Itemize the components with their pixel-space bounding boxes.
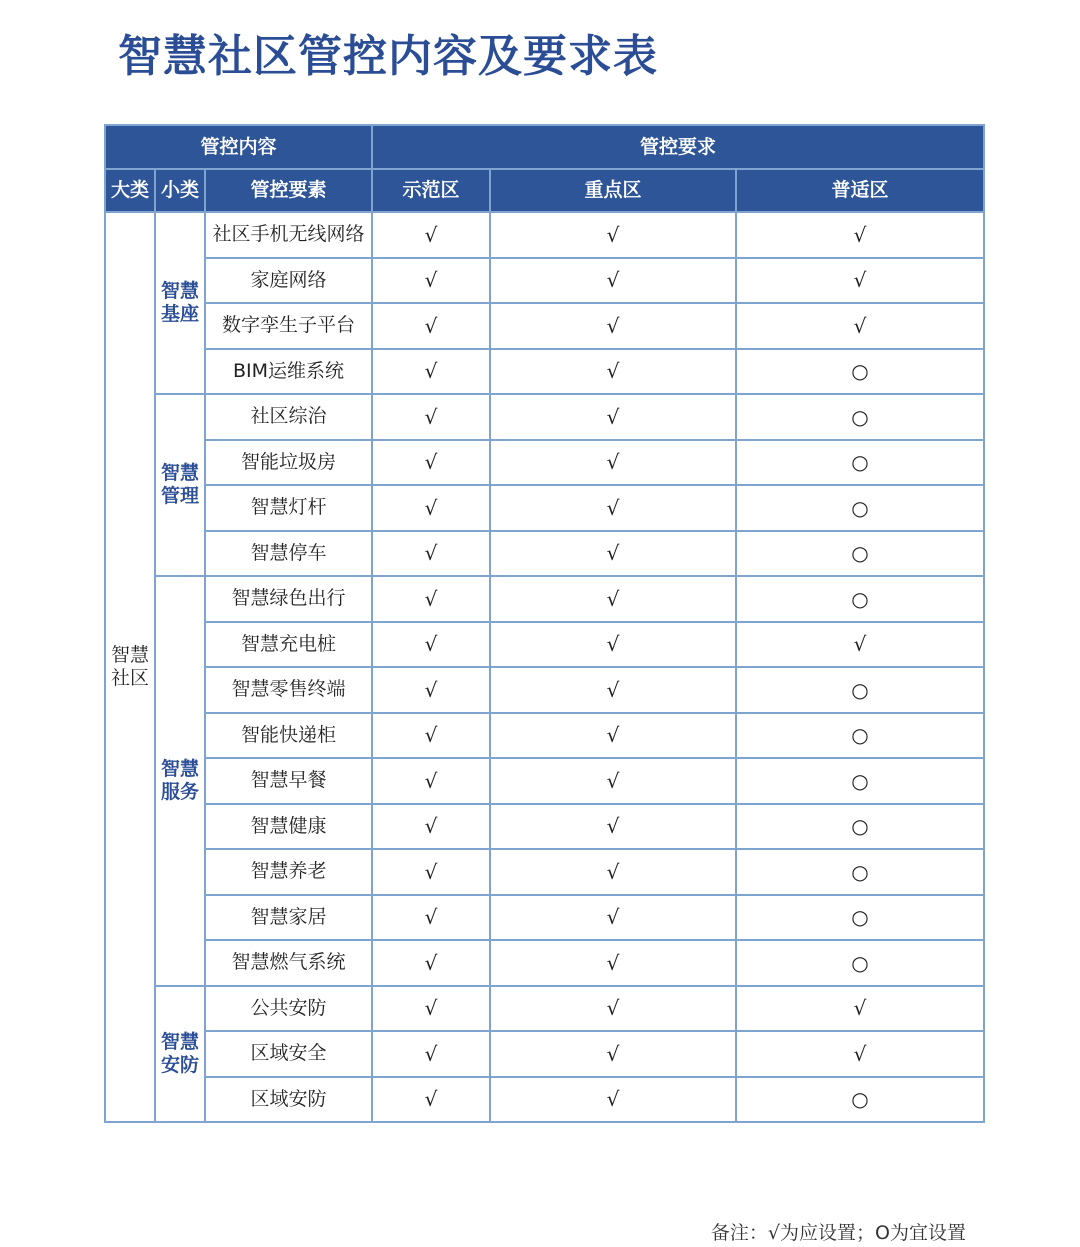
- key-zone-cell: √: [490, 212, 736, 258]
- table-row: [105, 349, 984, 395]
- key-zone-cell: √: [490, 622, 736, 668]
- table-row: [105, 258, 984, 304]
- element-cell: 家庭网络: [205, 258, 372, 304]
- major-category-cell: 智慧 社区: [105, 212, 155, 1122]
- element-cell: 智慧灯杆: [205, 485, 372, 531]
- element-cell: 智慧家居: [205, 895, 372, 941]
- demo-zone-cell: √: [372, 622, 490, 668]
- demo-zone-cell: √: [372, 713, 490, 759]
- key-zone-cell: √: [490, 849, 736, 895]
- general-zone-cell: ○: [736, 576, 984, 622]
- key-zone-cell: √: [490, 576, 736, 622]
- element-cell: 社区综治: [205, 394, 372, 440]
- header-minor: 小类: [155, 169, 205, 212]
- general-zone-cell: ○: [736, 895, 984, 941]
- demo-zone-cell: √: [372, 576, 490, 622]
- key-zone-cell: √: [490, 986, 736, 1032]
- general-zone-cell: ○: [736, 485, 984, 531]
- demo-zone-cell: √: [372, 804, 490, 850]
- demo-zone-cell: √: [372, 258, 490, 304]
- demo-zone-cell: √: [372, 849, 490, 895]
- demo-zone-cell: √: [372, 303, 490, 349]
- control-requirements-table: [104, 124, 985, 1123]
- table-row: [105, 667, 984, 713]
- key-zone-cell: √: [490, 804, 736, 850]
- general-zone-cell: ○: [736, 531, 984, 577]
- general-zone-cell: ○: [736, 849, 984, 895]
- general-zone-cell: ○: [736, 713, 984, 759]
- element-cell: 智慧充电桩: [205, 622, 372, 668]
- key-zone-cell: √: [490, 303, 736, 349]
- page-title: 智慧社区管控内容及要求表: [118, 31, 658, 82]
- table-row: [105, 940, 984, 986]
- header-demo-zone: 示范区: [372, 169, 490, 212]
- table-row: [105, 531, 984, 577]
- header-key-zone: 重点区: [490, 169, 736, 212]
- element-cell: 区域安防: [205, 1077, 372, 1123]
- table-row: [105, 758, 984, 804]
- demo-zone-cell: √: [372, 758, 490, 804]
- key-zone-cell: √: [490, 394, 736, 440]
- element-cell: 智慧燃气系统: [205, 940, 372, 986]
- minor-category-cell: 智慧 基座: [155, 212, 205, 394]
- key-zone-cell: √: [490, 667, 736, 713]
- element-cell: 社区手机无线网络: [205, 212, 372, 258]
- general-zone-cell: ○: [736, 394, 984, 440]
- general-zone-cell: √: [736, 1031, 984, 1077]
- header-group-requirements: 管控要求: [372, 125, 984, 169]
- element-cell: 智慧健康: [205, 804, 372, 850]
- key-zone-cell: √: [490, 758, 736, 804]
- table-row: [105, 1077, 984, 1123]
- key-zone-cell: √: [490, 531, 736, 577]
- demo-zone-cell: √: [372, 349, 490, 395]
- element-cell: 智慧停车: [205, 531, 372, 577]
- general-zone-cell: √: [736, 303, 984, 349]
- general-zone-cell: ○: [736, 940, 984, 986]
- demo-zone-cell: √: [372, 394, 490, 440]
- table-row: [105, 622, 984, 668]
- element-cell: 智能快递柜: [205, 713, 372, 759]
- demo-zone-cell: √: [372, 940, 490, 986]
- table-row: [105, 849, 984, 895]
- table-row: [105, 212, 984, 258]
- element-cell: 区域安全: [205, 1031, 372, 1077]
- demo-zone-cell: √: [372, 485, 490, 531]
- key-zone-cell: √: [490, 1031, 736, 1077]
- key-zone-cell: √: [490, 440, 736, 486]
- key-zone-cell: √: [490, 1077, 736, 1123]
- general-zone-cell: √: [736, 986, 984, 1032]
- key-zone-cell: √: [490, 485, 736, 531]
- table-row: [105, 804, 984, 850]
- general-zone-cell: ○: [736, 440, 984, 486]
- demo-zone-cell: √: [372, 440, 490, 486]
- general-zone-cell: ○: [736, 804, 984, 850]
- table-row: [105, 440, 984, 486]
- general-zone-cell: √: [736, 622, 984, 668]
- key-zone-cell: √: [490, 713, 736, 759]
- demo-zone-cell: √: [372, 1031, 490, 1077]
- general-zone-cell: √: [736, 212, 984, 258]
- demo-zone-cell: √: [372, 986, 490, 1032]
- minor-category-cell: 智慧 管理: [155, 394, 205, 576]
- key-zone-cell: √: [490, 895, 736, 941]
- demo-zone-cell: √: [372, 667, 490, 713]
- header-major: 大类: [105, 169, 155, 212]
- key-zone-cell: √: [490, 258, 736, 304]
- general-zone-cell: ○: [736, 667, 984, 713]
- element-cell: 公共安防: [205, 986, 372, 1032]
- table-row: [105, 895, 984, 941]
- key-zone-cell: √: [490, 940, 736, 986]
- demo-zone-cell: √: [372, 531, 490, 577]
- table-row: [105, 713, 984, 759]
- element-cell: 智慧绿色出行: [205, 576, 372, 622]
- table-row: [105, 394, 984, 440]
- element-cell: 数字孪生子平台: [205, 303, 372, 349]
- table-row: [105, 1031, 984, 1077]
- minor-category-cell: 智慧 服务: [155, 576, 205, 986]
- minor-category-cell: 智慧 安防: [155, 986, 205, 1123]
- header-general-zone: 普适区: [736, 169, 984, 212]
- table-row: [105, 303, 984, 349]
- demo-zone-cell: √: [372, 1077, 490, 1123]
- general-zone-cell: ○: [736, 758, 984, 804]
- demo-zone-cell: √: [372, 895, 490, 941]
- element-cell: 智能垃圾房: [205, 440, 372, 486]
- general-zone-cell: ○: [736, 349, 984, 395]
- element-cell: 智慧养老: [205, 849, 372, 895]
- element-cell: 智慧早餐: [205, 758, 372, 804]
- header-group-content: 管控内容: [105, 125, 372, 169]
- element-cell: BIM运维系统: [205, 349, 372, 395]
- general-zone-cell: √: [736, 258, 984, 304]
- table-row: [105, 986, 984, 1032]
- element-cell: 智慧零售终端: [205, 667, 372, 713]
- table-row: [105, 485, 984, 531]
- demo-zone-cell: √: [372, 212, 490, 258]
- general-zone-cell: ○: [736, 1077, 984, 1123]
- key-zone-cell: √: [490, 349, 736, 395]
- table-body: [105, 212, 984, 1122]
- table-row: [105, 576, 984, 622]
- footnote: 备注：√为应设置；O为宜设置: [710, 1222, 966, 1244]
- header-element: 管控要素: [205, 169, 372, 212]
